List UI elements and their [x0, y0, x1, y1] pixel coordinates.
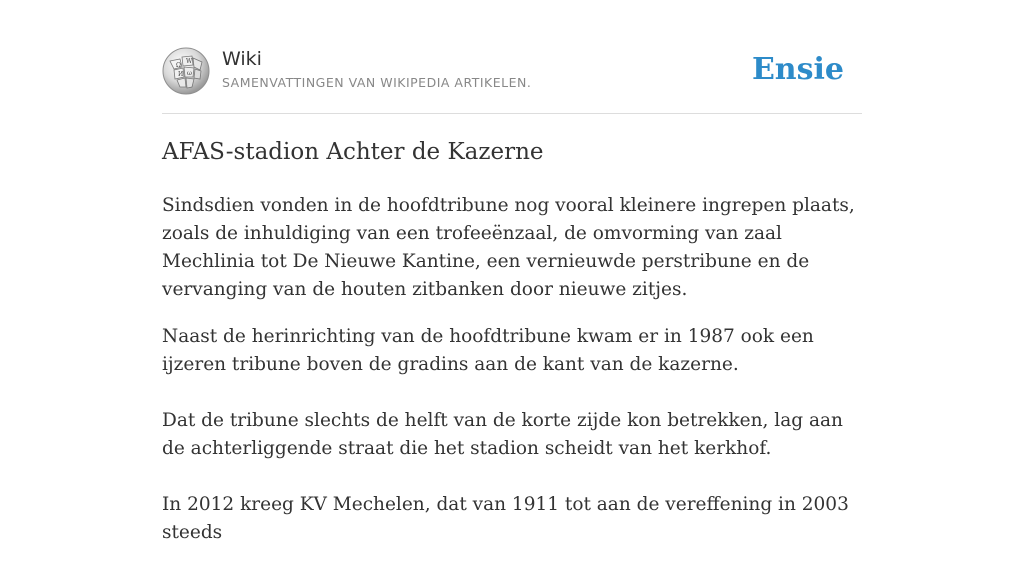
article-title: AFAS-stadion Achter de Kazerne	[162, 139, 544, 165]
site-tagline: SAMENVATTINGEN VAN WIKIPEDIA ARTIKELEN.	[222, 75, 532, 90]
paragraph-spacer	[162, 379, 862, 407]
site-header	[162, 44, 862, 104]
ensie-brand-logo[interactable]: Ensie	[751, 52, 844, 87]
svg-text:И: И	[178, 71, 184, 78]
article	[162, 136, 862, 566]
wikipedia-globe-icon[interactable]	[162, 47, 210, 95]
site-title[interactable]: Wiki	[222, 48, 262, 70]
svg-text:ω: ω	[187, 70, 192, 77]
article-paragraph: Sindsdien vonden in de hoofdtribune nog vooral kleinere ingrepen plaats, zoals de inhuldiging van een trofeeënzaal, de omvorming van zaal Mechlinia tot De Nieuwe Kantine, een vernieuwde perstribune en de vervanging van de houten zitbanken door nieuwe zitjes.	[162, 195, 855, 300]
svg-text:Ω: Ω	[176, 62, 181, 69]
article-paragraph: In 2012 kreeg KV Mechelen, dat van 1911 tot aan de vereffening in 2003 steeds	[162, 494, 849, 543]
paragraph-spacer	[162, 463, 862, 491]
header-divider	[162, 113, 862, 114]
article-paragraph: Dat de tribune slechts de helft van de korte zijde kon betrekken, lag aan de achterliggende straat die het stadion scheidt van het kerkhof.	[162, 410, 843, 459]
svg-text:W: W	[186, 58, 193, 65]
article-paragraph: Naast de herinrichting van de hoofdtribune kwam er in 1987 ook een ijzeren tribune boven de gradins aan de kant van de kazerne.	[162, 326, 814, 375]
